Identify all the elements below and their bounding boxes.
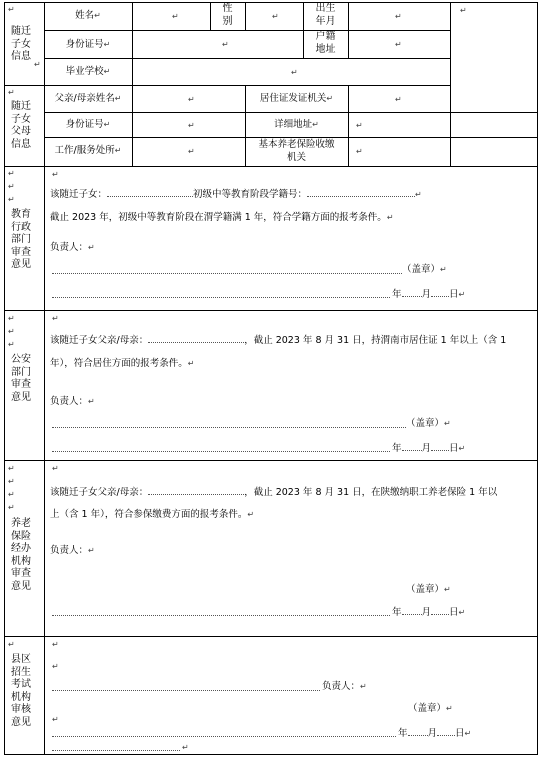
para-mark: ↵	[8, 182, 15, 191]
day-blank[interactable]	[431, 288, 449, 297]
para-mark: ↵	[103, 67, 111, 76]
para-mark: ↵	[446, 704, 453, 713]
para-mark: ↵	[458, 290, 466, 299]
month-blank[interactable]	[408, 727, 428, 736]
police-line-1: 该随迁子女父亲/母亲： ，截止 2023 年 8 月 31 日，持渭南市居住证 1 年以上（含 1	[50, 335, 507, 346]
edu-date: 年 月 日↵	[392, 289, 466, 300]
work-field[interactable]: ↵	[188, 147, 195, 156]
para-mark: ↵	[88, 397, 95, 406]
para-mark: ↵	[440, 265, 447, 274]
county-signer-line[interactable]	[52, 690, 320, 691]
para-mark: ↵	[8, 490, 15, 499]
para-mark: ↵	[8, 340, 15, 349]
para-mark: ↵	[52, 170, 59, 179]
county-seal: （盖章）↵	[408, 703, 453, 714]
para-mark: ↵	[52, 314, 59, 323]
pension-parent-name-blank[interactable]	[148, 486, 244, 495]
student-id-field[interactable]: ↵	[222, 40, 229, 49]
pension-date: 年 月 日↵	[392, 607, 466, 618]
edu-signer: 负责人：↵	[50, 242, 95, 253]
student-row-sep-1	[44, 30, 450, 31]
pension-seal: （盖章）↵	[406, 584, 451, 595]
para-mark: ↵	[8, 327, 15, 336]
para-mark: ↵	[8, 503, 15, 512]
parent-name-label: 父亲/母亲姓名↵	[54, 93, 122, 104]
permit-label: 居住证发证机关↵	[259, 93, 334, 104]
pension-agency-field[interactable]: ↵	[356, 147, 363, 156]
edu-date-line[interactable]	[52, 297, 390, 298]
para-mark: ↵	[114, 146, 122, 155]
month-blank[interactable]	[402, 606, 422, 615]
parent-col-3	[348, 85, 349, 166]
separator-police-pension	[4, 460, 538, 461]
para-mark: ↵	[8, 640, 15, 649]
gender-label: 性 别	[222, 3, 233, 27]
day-blank[interactable]	[437, 727, 455, 736]
pension-date-line[interactable]	[52, 615, 390, 616]
para-mark: ↵	[52, 662, 59, 671]
gender-field[interactable]: ↵	[272, 12, 279, 21]
para-mark: ↵	[326, 94, 334, 103]
separator-parent-edu	[4, 166, 538, 167]
student-id-label: 身份证号↵	[65, 39, 111, 50]
para-mark: ↵	[52, 640, 59, 649]
birth-label: 出生 年月	[315, 3, 336, 27]
month-blank[interactable]	[402, 288, 422, 297]
edu-line-1: 该随迁子女： 初级中等教育阶段学籍号： ↵	[50, 189, 422, 200]
school-field[interactable]: ↵	[291, 68, 298, 77]
table-border-left	[4, 2, 5, 754]
police-signer: 负责人：↵	[50, 396, 95, 407]
name-field[interactable]: ↵	[172, 12, 179, 21]
para-mark: ↵	[88, 243, 95, 252]
para-mark: ↵	[52, 715, 59, 724]
para-mark: ↵	[8, 88, 15, 97]
para-mark: ↵	[8, 314, 15, 323]
school-label: 毕业学校↵	[65, 66, 111, 77]
name-label: 姓名↵	[75, 10, 101, 21]
separator-edu-police	[4, 310, 538, 311]
police-date: 年 月 日↵	[392, 443, 466, 454]
table-border-top	[4, 2, 538, 3]
police-signature-line[interactable]	[52, 427, 406, 428]
student-col-1	[132, 2, 133, 85]
para-mark: ↵	[444, 585, 451, 594]
edu-student-name-blank[interactable]	[107, 188, 193, 197]
police-seal: （盖章）↵	[406, 418, 451, 429]
table-border-right	[537, 2, 538, 755]
separator-pension-county	[4, 636, 538, 637]
para-mark: ↵	[247, 510, 255, 519]
para-mark: ↵	[114, 94, 122, 103]
para-mark: ↵	[8, 464, 15, 473]
parent-col-1	[132, 85, 133, 166]
parent-section-label: 随迁 子女 父母 信息	[11, 101, 31, 150]
police-date-line[interactable]	[52, 451, 390, 452]
para-mark: ↵	[444, 419, 451, 428]
edu-signature-line[interactable]	[52, 273, 402, 274]
county-date: 年 月 日↵	[398, 728, 472, 739]
para-mark: ↵	[94, 11, 101, 20]
student-right-edge	[450, 2, 451, 166]
para-mark: ↵	[182, 743, 189, 752]
police-parent-name-blank[interactable]	[148, 334, 244, 343]
para-mark: ↵	[103, 120, 111, 129]
student-section-label: 随迁 子女 信息	[11, 26, 31, 62]
pension-section-label: 养老 保险 经办 机构 审查 意见	[11, 518, 31, 592]
county-extra-line[interactable]	[52, 750, 180, 751]
section-label-divider	[44, 2, 45, 754]
police-section-label: 公安 部门 审查 意见	[11, 354, 31, 403]
parent-name-field[interactable]: ↵	[188, 95, 195, 104]
parent-row-sep-1	[44, 112, 538, 113]
para-mark: ↵	[386, 213, 394, 222]
permit-field[interactable]: ↵	[395, 95, 402, 104]
para-mark: ↵	[34, 60, 41, 69]
para-mark: ↵	[464, 729, 472, 738]
para-mark: ↵	[103, 40, 111, 49]
address-field[interactable]: ↵	[356, 121, 363, 130]
para-mark: ↵	[8, 5, 15, 14]
birth-field[interactable]: ↵	[395, 12, 402, 21]
student-col-3	[245, 2, 246, 30]
hukou-field[interactable]: ↵	[395, 40, 402, 49]
approval-form	[4, 2, 538, 754]
pension-agency-label: 基本养老保险收缴 机关	[258, 139, 335, 163]
para-mark: ↵	[187, 359, 195, 368]
para-mark: ↵	[88, 546, 95, 555]
address-label: 详细地址↵	[274, 119, 319, 130]
pension-line-1: 该随迁子女父亲/母亲： ，截止 2023 年 8 月 31 日，在陕缴纳职工养老保险 1 年以	[50, 487, 498, 498]
hukou-label: 户籍 地址	[315, 31, 336, 55]
pension-line-2: 上（含 1 年），符合参保缴费方面的报考条件。↵	[50, 509, 255, 520]
para-mark: ↵	[415, 190, 422, 199]
para-mark: ↵	[8, 195, 15, 204]
parent-id-field[interactable]: ↵	[188, 121, 195, 130]
parent-row-sep-2	[44, 137, 538, 138]
para-mark: ↵	[8, 169, 15, 178]
month-blank[interactable]	[402, 442, 422, 451]
parent-id-label: 身份证号↵	[65, 119, 111, 130]
edu-section-label: 教育 行政 部门 审查 意见	[11, 209, 31, 270]
county-date-line[interactable]	[52, 736, 396, 737]
separator-student-parent	[4, 85, 450, 86]
para-mark: ↵	[458, 608, 466, 617]
para-mark: ↵	[360, 682, 367, 691]
county-section-label: 县区 招生 考试 机构 审核 意见	[11, 654, 31, 728]
para-mark: ↵	[52, 464, 59, 473]
student-row-sep-2	[44, 58, 450, 59]
day-blank[interactable]	[431, 442, 449, 451]
table-border-bottom	[4, 754, 538, 755]
police-line-2: 年），符合居住方面的报考条件。↵	[50, 358, 195, 369]
edu-student-number-blank[interactable]	[307, 188, 415, 197]
pension-signer: 负责人：↵	[50, 545, 95, 556]
edu-seal: （盖章）↵	[402, 264, 447, 275]
work-label: 工作/服务处所↵	[54, 145, 122, 156]
edu-line-2: 截止 2023 年，初级中等教育阶段在渭学籍满 1 年，符合学籍方面的报考条件。↵	[50, 212, 394, 223]
para-mark: ↵	[460, 6, 467, 15]
para-mark: ↵	[312, 120, 319, 129]
county-signer: 负责人：↵	[322, 681, 367, 692]
student-col-5	[348, 2, 349, 58]
day-blank[interactable]	[431, 606, 449, 615]
para-mark: ↵	[458, 444, 466, 453]
para-mark: ↵	[8, 477, 15, 486]
